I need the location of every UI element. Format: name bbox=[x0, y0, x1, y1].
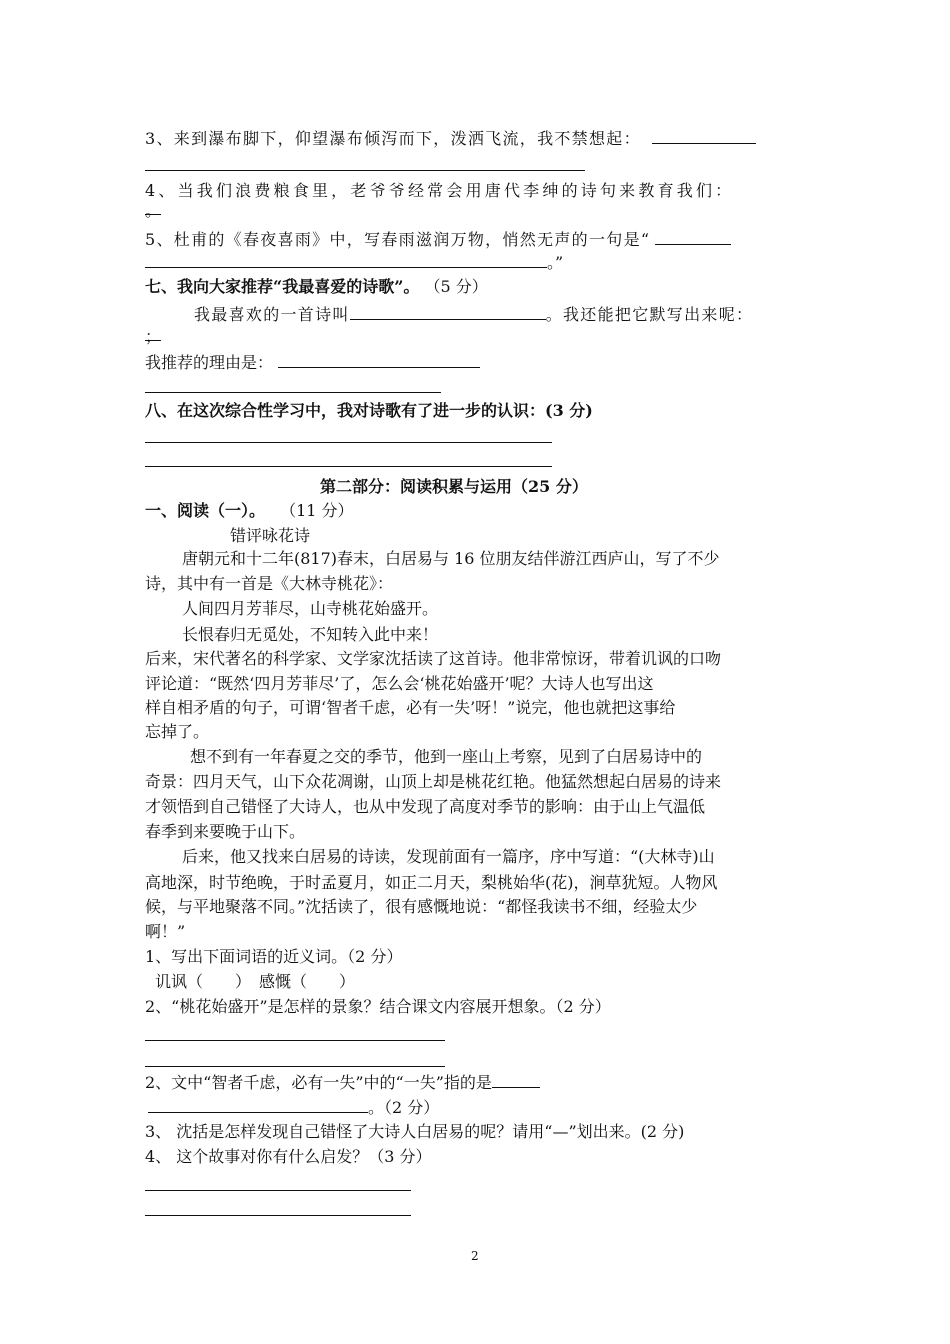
question-4-text: 4、当我们浪费粮食里，老爷爷经常会用唐代李绅的诗句来教育我们： bbox=[145, 181, 735, 200]
favorite-poem-line bbox=[194, 303, 753, 326]
passage-line: 候，与平地聚落不同。”沈括读了，很有感慨地说：“都怪我读书不细，经验太少 bbox=[145, 897, 698, 916]
answer-line[interactable] bbox=[145, 1215, 411, 1216]
answer-line[interactable] bbox=[145, 170, 585, 171]
question-4-end bbox=[145, 200, 161, 222]
reading-question-1: 1、写出下面词语的近义词。（2 分） bbox=[145, 947, 403, 966]
passage-line: 奇景：四月天气，山下众花凋谢，山顶上却是桃花红艳。他猛然想起白居易的诗来 bbox=[145, 772, 722, 791]
passage-line: 啊！” bbox=[145, 922, 186, 941]
answer-line[interactable] bbox=[145, 466, 552, 467]
part-2-heading: 第二部分：阅读积累与运用（25 分） bbox=[320, 477, 588, 496]
passage-line: 后来，宋代著名的科学家、文学家沈括读了这首诗。他非常惊讶，带着讥讽的口吻 bbox=[145, 649, 722, 668]
question-3 bbox=[145, 127, 756, 150]
passage-line: 后来，他又找来白居易的诗读，发现前面有一篇序，序中写道：“(大林寺)山 bbox=[182, 847, 715, 866]
semicolon: ； bbox=[145, 327, 162, 346]
synonym-blanks[interactable]: 讥讽（ ） 感慨（ ） bbox=[155, 972, 356, 991]
answer-line[interactable] bbox=[145, 1190, 411, 1191]
question-5-end: 。” bbox=[547, 253, 564, 272]
reading-question-2b-score: 。（2 分） bbox=[368, 1098, 440, 1117]
reading-1-score: （11 分） bbox=[280, 501, 354, 520]
answer-blank[interactable] bbox=[652, 127, 756, 144]
answer-line[interactable] bbox=[145, 1040, 445, 1041]
passage-line: 忘掉了。 bbox=[145, 722, 210, 741]
question-5-text: 5、杜甫的《春夜喜雨》中，写春雨滋润万物，悄然无声的一句是“ bbox=[145, 230, 651, 249]
reason-label: 我推荐的理由是： bbox=[145, 353, 274, 372]
passage-line: 诗，其中有一首是《大林寺桃花》： bbox=[145, 574, 394, 593]
passage-line: 唐朝元和十二年(817)春末，白居易与 16 位朋友结伴游江西庐山，写了不少 bbox=[182, 549, 720, 568]
answer-blank[interactable] bbox=[145, 326, 162, 346]
reading-question-2b-text: 2、文中“智者千虑，必有一失”中的“一失”指的是 bbox=[145, 1073, 492, 1092]
favorite-poem-label: 我最喜欢的一首诗叫 bbox=[194, 305, 350, 324]
answer-line[interactable] bbox=[145, 442, 552, 443]
reason-line bbox=[145, 351, 480, 374]
passage-line: 高地深，时节绝晚，于时孟夏月，如正二月天，梨桃始华(花)，涧草犹短。人物风 bbox=[145, 873, 718, 892]
section-7-score: （5 分） bbox=[424, 277, 488, 296]
reading-question-4: 4、 这个故事对你有什么启发？（3 分） bbox=[145, 1147, 432, 1166]
poem-line: 人间四月芳菲尽，山寺桃花始盛开。 bbox=[182, 599, 439, 618]
passage-line: 样自相矛盾的句子，可谓‘智者千虑，必有一失’呀！”说完，他也就把这事给 bbox=[145, 698, 676, 717]
question-5 bbox=[145, 228, 731, 251]
reading-question-2: 2、“桃花始盛开”是怎样的景象？结合课文内容展开想象。（2 分） bbox=[145, 997, 611, 1016]
reading-question-2b bbox=[145, 1071, 540, 1094]
section-7-title: 七、我向大家推荐“我最喜爱的诗歌”。 bbox=[145, 277, 420, 296]
period: 。 bbox=[145, 201, 162, 220]
answer-blank[interactable] bbox=[655, 228, 731, 245]
poem-line: 长恨春归无觅处，不知转入此中来！ bbox=[182, 625, 439, 644]
recite-end bbox=[145, 326, 161, 348]
poem-name-blank[interactable] bbox=[350, 303, 546, 320]
reading-1-title: 一、阅读（一）。 bbox=[145, 501, 266, 520]
answer-line[interactable] bbox=[145, 392, 441, 393]
answer-blank[interactable] bbox=[492, 1071, 540, 1088]
answer-blank[interactable] bbox=[145, 251, 547, 268]
answer-line[interactable] bbox=[145, 1066, 445, 1067]
answer-blank[interactable] bbox=[145, 200, 162, 220]
section-8-title: 八、在这次综合性学习中，我对诗歌有了进一步的认识：(3 分) bbox=[145, 401, 593, 420]
passage-line: 想不到有一年春夏之交的季节，他到一座山上考察，见到了白居易诗中的 bbox=[190, 747, 703, 766]
reason-blank[interactable] bbox=[278, 351, 480, 368]
passage-line: 才领悟到自己错怪了大诗人，也从中发现了高度对季节的影响：由于山上气温低 bbox=[145, 797, 706, 816]
recite-label: 。我还能把它默写出来呢： bbox=[545, 305, 754, 324]
passage-line: 评论道：“既然‘四月芳菲尽’了，怎么会‘桃花始盛开’呢？大诗人也写出这 bbox=[145, 674, 654, 693]
reading-question-2b-line2 bbox=[148, 1096, 439, 1119]
reading-question-3: 3、 沈括是怎样发现自己错怪了大诗人白居易的呢？请用“—”划出来。(2 分) bbox=[145, 1122, 685, 1141]
answer-blank[interactable] bbox=[148, 1096, 368, 1113]
passage-title: 错评咏花诗 bbox=[230, 526, 311, 545]
passage-line: 春季到来要晚于山下。 bbox=[145, 822, 306, 841]
question-5-line2 bbox=[145, 251, 563, 274]
page-number: 2 bbox=[471, 1249, 479, 1263]
question-4 bbox=[145, 180, 734, 202]
reading-1-heading bbox=[145, 500, 354, 522]
section-7-heading bbox=[145, 276, 488, 298]
question-3-text: 3、来到瀑布脚下，仰望瀑布倾泻而下，泼洒飞流，我不禁想起： bbox=[145, 129, 641, 148]
